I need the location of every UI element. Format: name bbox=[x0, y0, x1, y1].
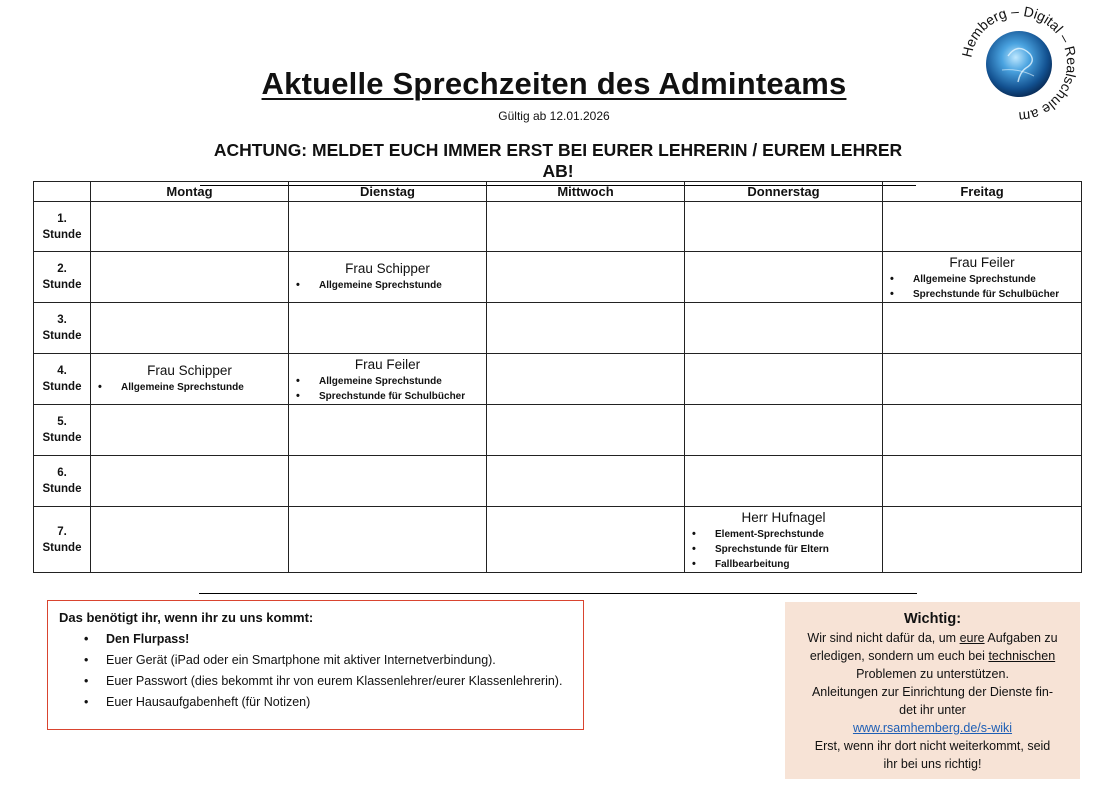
valid-from-date: Gültig ab 12.01.2026 bbox=[498, 109, 610, 123]
schedule-header-row bbox=[34, 182, 1082, 202]
schedule-cell bbox=[91, 456, 289, 507]
consultation-item: • Element-Sprechstunde bbox=[685, 527, 882, 542]
day-header: Dienstag bbox=[289, 182, 487, 202]
warning-notice: ACHTUNG: MELDET EUCH IMMER ERST BEI EURER LEHRERIN / EUREM LEHRER AB! bbox=[200, 140, 916, 186]
requirement-item: • Euer Gerät (iPad oder ein Smartphone mit aktiver Internetverbindung). bbox=[48, 650, 583, 671]
schedule-cell bbox=[487, 354, 685, 405]
schedule-cell bbox=[685, 405, 883, 456]
schedule-cell bbox=[289, 354, 487, 405]
schedule-cell bbox=[685, 354, 883, 405]
consultation-item: • Fallbearbeitung bbox=[685, 557, 882, 572]
period-number: 3. bbox=[57, 314, 67, 326]
wiki-link[interactable]: www.rsamhemberg.de/s-wiki bbox=[852, 721, 1013, 735]
schedule-cell bbox=[883, 507, 1082, 573]
schedule-row bbox=[34, 303, 1082, 354]
schedule-cell bbox=[91, 507, 289, 573]
period-number: 2. bbox=[57, 263, 67, 275]
schedule-cell bbox=[883, 252, 1082, 303]
period-number: 5. bbox=[57, 416, 67, 428]
consultation-list bbox=[289, 374, 486, 404]
period-word: Stunde bbox=[42, 432, 82, 444]
consultation-item: • Allgemeine Sprechstunde bbox=[289, 278, 486, 293]
emphasis-eure: eure bbox=[959, 631, 985, 645]
text-part: Problemen zu unterstützen. bbox=[856, 667, 1009, 681]
schedule-cell bbox=[883, 303, 1082, 354]
text-part: Wir sind nicht dafür da, um bbox=[807, 631, 960, 645]
staff-name: Frau Feiler bbox=[354, 357, 421, 372]
requirements-heading: Das benötigt ihr, wenn ihr zu uns kommt: bbox=[59, 610, 314, 625]
divider-line bbox=[199, 593, 917, 594]
schedule-cell bbox=[685, 507, 883, 573]
period-word: Stunde bbox=[42, 483, 82, 495]
period-label bbox=[34, 303, 91, 354]
consultation-list bbox=[685, 527, 882, 572]
period-word: Stunde bbox=[42, 330, 82, 342]
emphasis-technischen: technischen bbox=[988, 649, 1056, 663]
requirement-item: • Euer Passwort (dies bekommt ihr von eurem Klassenlehrer/eurer Klassenlehrerin). bbox=[48, 671, 583, 692]
period-label bbox=[34, 507, 91, 573]
schedule-cell bbox=[685, 456, 883, 507]
consultation-list bbox=[289, 278, 486, 293]
schedule-cell bbox=[289, 456, 487, 507]
requirements-list bbox=[48, 629, 583, 713]
period-word: Stunde bbox=[42, 541, 82, 554]
closing-text: Erst, wenn ihr dort nicht weiterkommt, seid ihr bei uns richtig! bbox=[814, 739, 1051, 771]
period-word: Stunde bbox=[42, 381, 82, 393]
instructions-text: Anleitungen zur Einrichtung der Dienste fin-det ihr unter bbox=[811, 685, 1054, 717]
staff-name: Frau Schipper bbox=[147, 363, 232, 378]
requirement-item: • Euer Hausaufgabenheft (für Notizen) bbox=[48, 692, 583, 713]
period-label bbox=[34, 456, 91, 507]
schedule-cell bbox=[685, 252, 883, 303]
schedule-cell bbox=[487, 507, 685, 573]
schedule-cell bbox=[289, 507, 487, 573]
schedule-row bbox=[34, 202, 1082, 252]
day-header: Donnerstag bbox=[685, 182, 883, 202]
consultation-item: • Allgemeine Sprechstunde bbox=[289, 374, 486, 389]
text-part: Aufgaben zu erledigen, sondern um euch bei bbox=[809, 631, 1058, 663]
period-word: Stunde bbox=[42, 228, 82, 241]
requirement-item: • Den Flurpass! bbox=[48, 629, 583, 650]
schedule-table bbox=[33, 181, 1082, 573]
schedule-cell bbox=[487, 202, 685, 252]
schedule-cell bbox=[289, 252, 487, 303]
schedule-row bbox=[34, 405, 1082, 456]
schedule-cell bbox=[487, 456, 685, 507]
day-header: Montag bbox=[91, 182, 289, 202]
consultation-item: • Allgemeine Sprechstunde bbox=[883, 272, 1081, 287]
day-header: Mittwoch bbox=[487, 182, 685, 202]
school-logo-globe-icon bbox=[958, 4, 1080, 124]
svg-text:Hemberg – Digital – Realschule: Hemberg – Digital – Realschule am bbox=[958, 4, 1080, 124]
staff-name: Frau Feiler bbox=[949, 255, 1015, 270]
schedule-cell bbox=[883, 354, 1082, 405]
schedule-cell bbox=[91, 303, 289, 354]
schedule-cell bbox=[91, 202, 289, 252]
period-label bbox=[34, 202, 91, 252]
staff-name: Herr Hufnagel bbox=[741, 510, 826, 525]
schedule-cell bbox=[685, 303, 883, 354]
period-number: 6. bbox=[57, 467, 67, 479]
schedule-cell bbox=[685, 202, 883, 252]
consultation-item: • Allgemeine Sprechstunde bbox=[91, 380, 288, 395]
consultation-list bbox=[91, 380, 288, 395]
period-label bbox=[34, 252, 91, 303]
schedule-cell bbox=[91, 252, 289, 303]
period-label bbox=[34, 405, 91, 456]
period-number: 4. bbox=[57, 365, 67, 377]
schedule-cell bbox=[883, 405, 1082, 456]
schedule-row bbox=[34, 252, 1082, 303]
important-heading: Wichtig: bbox=[903, 611, 962, 627]
schedule-cell bbox=[487, 303, 685, 354]
schedule-cell bbox=[91, 354, 289, 405]
schedule-cell bbox=[91, 405, 289, 456]
period-number: 1. bbox=[57, 212, 67, 225]
schedule-cell bbox=[289, 303, 487, 354]
period-label bbox=[34, 354, 91, 405]
schedule-cell bbox=[289, 202, 487, 252]
consultation-item: • Sprechstunde für Schulbücher bbox=[289, 389, 486, 404]
consultation-item: • Sprechstunde für Eltern bbox=[685, 542, 882, 557]
consultation-item: • Sprechstunde für Schulbücher bbox=[883, 287, 1081, 302]
requirements-box bbox=[47, 600, 584, 730]
schedule-cell bbox=[487, 405, 685, 456]
important-info-box bbox=[785, 602, 1080, 779]
school-logo bbox=[958, 4, 1080, 124]
day-header: Freitag bbox=[883, 182, 1082, 202]
page-title: Aktuelle Sprechzeiten des Adminteams bbox=[261, 66, 847, 101]
schedule-cell bbox=[289, 405, 487, 456]
important-text bbox=[785, 629, 1080, 683]
period-word: Stunde bbox=[42, 279, 82, 291]
schedule-cell bbox=[883, 202, 1082, 252]
schedule-row bbox=[34, 456, 1082, 507]
staff-name: Frau Schipper bbox=[345, 261, 430, 276]
schedule-cell bbox=[487, 252, 685, 303]
schedule-row bbox=[34, 354, 1082, 405]
corner-cell bbox=[34, 182, 91, 202]
period-number: 7. bbox=[57, 525, 67, 538]
schedule-row bbox=[34, 507, 1082, 573]
schedule-cell bbox=[883, 456, 1082, 507]
consultation-list bbox=[883, 272, 1081, 302]
